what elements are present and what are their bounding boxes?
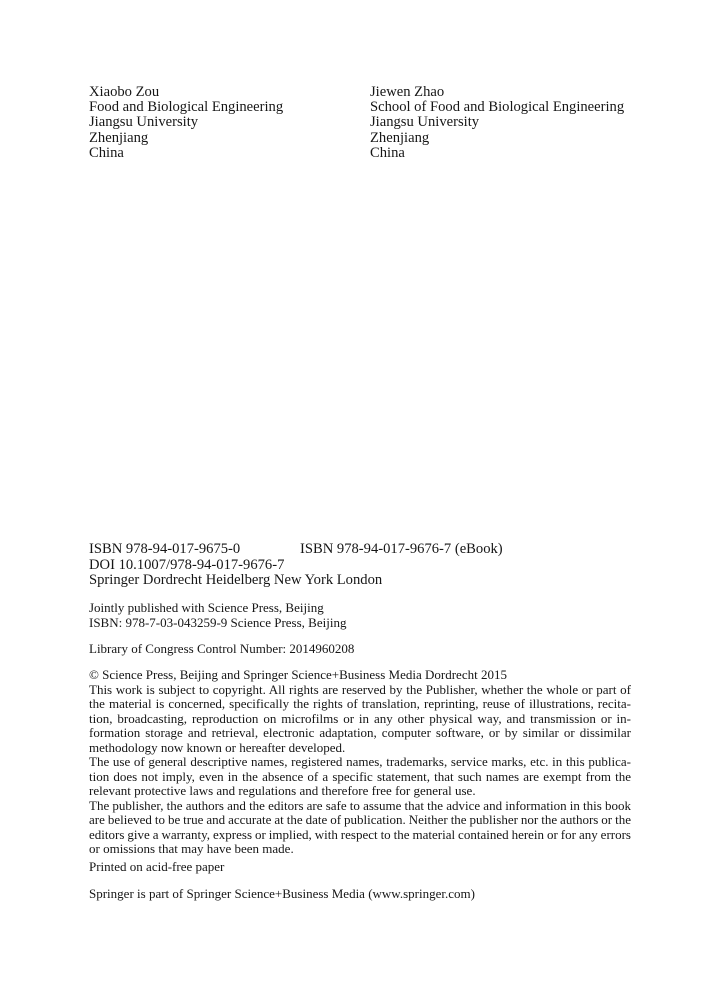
author-department: School of Food and Biological Engineering [370,99,625,116]
isbn-print: ISBN 978-94-017-9675-0 [89,541,241,557]
author-name: Jiewen Zhao [370,84,445,100]
isbn-ebook: ISBN 978-94-017-9676-7 (eBook) [300,541,503,557]
library-of-congress-number: Library of Congress Control Number: 2014960208 [89,641,355,656]
copyright-notice: © Science Press, Beijing and Springer Science+Business Media Dordrecht 2015 [89,667,507,682]
rights-line: tion, broadcasting, reproduction on microfilms or in any other physical way, and transmission or in- [89,710,631,726]
rights-line: the material is concerned, specifically the rights of translation, reprinting, reuse of illustrations, recita- [89,696,631,711]
author-university: Jiangsu University [370,114,480,131]
trademark-line: tion does not imply, even in the absence of a specific statement, that such names are exempt from the [89,768,631,784]
co-publication [89,601,346,630]
author-city: Zhenjiang [89,129,149,146]
trademark-line: relevant protective laws and regulations and therefore free for general use. [89,783,476,798]
rights-line: formation storage and retrieval, electronic adaptation, computer software, or by similar or dissimilar [89,725,631,740]
isbn-row [89,542,649,558]
author-country: China [89,144,124,161]
co-publication-statement: Jointly published with Science Press, Beijing [89,600,324,615]
author-name: Xiaobo Zou [89,84,160,100]
printing-note: Printed on acid-free paper [89,859,225,874]
copyright-section [89,668,631,857]
trademark-line: The use of general descriptive names, registered names, trademarks, service marks, etc. in this publica- [89,754,631,769]
author-department: Food and Biological Engineering [89,99,284,116]
doi: DOI 10.1007/978-94-017-9676-7 [89,556,285,573]
trademark-paragraph [89,755,631,799]
rights-paragraph [89,683,631,756]
author-country: China [370,144,405,161]
co-publication-isbn: ISBN: 978-7-03-043259-9 Science Press, Beijing [89,614,347,630]
author-address-jiewen-zhao [370,85,624,161]
disclaimer-line: editors give a warranty, express or implied, with respect to the material contained herein or for any errors [89,826,631,842]
author-university: Jiangsu University [89,114,199,131]
author-city: Zhenjiang [370,129,430,146]
author-address-xiaobo-zou [89,85,283,161]
book-identifiers [89,542,649,589]
rights-line: This work is subject to copyright. All rights are reserved by the Publisher, whether the whole or part of [89,681,631,697]
rights-line: methodology now known or hereafter developed. [89,739,346,755]
disclaimer-line: The publisher, the authors and the editors are safe to assume that the advice and information in this book [89,797,631,813]
publisher-note: Springer is part of Springer Science+Business Media (www.springer.com) [89,886,475,901]
disclaimer-paragraph [89,799,631,857]
disclaimer-line: or omissions that may have been made. [89,841,294,856]
publisher-locations: Springer Dordrecht Heidelberg New York London [89,572,383,588]
disclaimer-line: are believed to be true and accurate at the date of publication. Neither the publisher nor the authors or the [89,812,631,827]
